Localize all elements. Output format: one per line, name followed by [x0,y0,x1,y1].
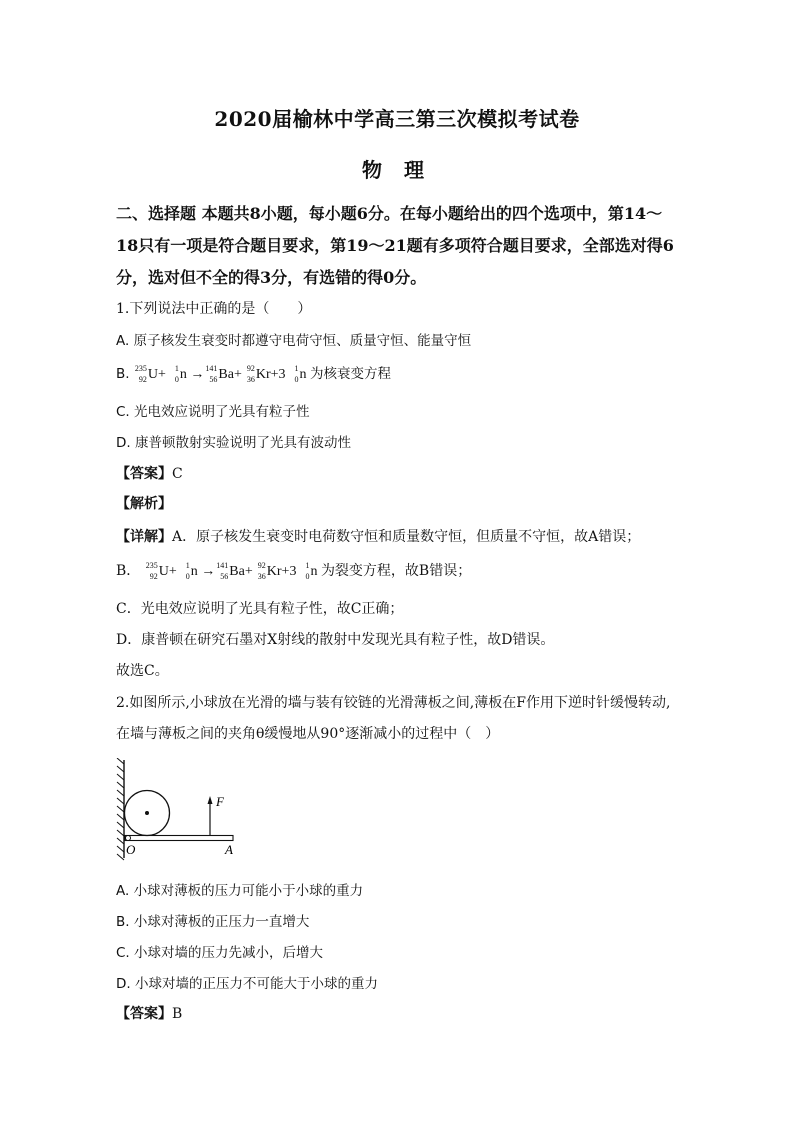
force-arrowhead [208,796,213,804]
plank [125,836,233,841]
q2-option-c: C. 小球对墙的压力先减小，后增大 [116,945,324,961]
detail-label: 【详解】 [116,529,172,545]
n-nuclide-indices: 1 0 [174,364,179,384]
u-nuclide-indices: 235 92 [134,364,147,384]
q1-analysis-label: 【解析】 [116,496,172,512]
q1-detail-c: C．光电效应说明了光具有粒子性，故C正确； [116,601,404,617]
q2-answer [116,1003,182,1023]
ball-center [145,811,149,815]
q1-conclusion: 故选C。 [116,663,169,679]
q1-option-d: D. 康普顿散射实验说明了光具有波动性 [116,435,351,451]
kr-nuclide-indices: 92 36 [246,364,255,384]
hinge [126,836,131,841]
q1-detail-a: 【详解】A．原子核发生衰变时电荷数守恒和质量数守恒，但质量不守恒，故A错误； [116,529,641,545]
q1-option-b-prefix: B. [116,366,130,382]
fission-equation: 235 92 U+ 1 0 n → 141 56 Ba+ 92 36 Kr+3 1 0 n [134,364,307,384]
answer-label: 【答案】 [116,1006,172,1022]
q1-stem: 1.下列说法中正确的是（ ） [116,301,312,317]
label-f: F [216,794,224,809]
q2-stem-line1: 2.如图所示,小球放在光滑的墙与装有铰链的光滑薄板之间,薄板在F作用下逆时针缓慢转动, [116,695,671,711]
subject-title: 物理 [362,158,446,182]
q1-answer [116,463,183,483]
q2-option-d: D. 小球对墙的正压力不可能大于小球的重力 [116,976,378,992]
q1-detail-b: B． 235 92 U+ 1 0 n → 141 56 Ba+ 92 36 Kr+3 1 0 n 为裂变方程，故B错误； [116,561,472,581]
q1-option-b [116,362,391,384]
q2-option-a: A. 小球对薄板的压力可能小于小球的重力 [116,883,364,899]
q2-stem-line2: 在墙与薄板之间的夹角θ缓慢地从90°逐渐减小的过程中（ ） [116,726,500,742]
section-header: 二、选择题 本题共8小题，每小题6分。在每小题给出的四个选项中，第14～18只有一项是符合题目要求，第19～21题有多项符合题目要求，全部选对得6分，选对但不全的得3分，有选错的得0分。 [116,204,674,287]
label-a: A [225,842,233,857]
q2-option-b: B. 小球对薄板的正压力一直增大 [116,914,310,930]
answer-label: 【答案】 [116,466,172,482]
q2-figure [112,758,242,862]
q1-option-c: C. 光电效应说明了光具有粒子性 [116,404,310,420]
answer-value: C [172,466,183,482]
ba-nuclide-indices: 141 56 [205,364,218,384]
q1-option-b-suffix: 为核衰变方程 [310,366,392,382]
q1-detail-d: D．康普顿在研究石墨对X射线的散射中发现光具有粒子性，故D错误。 [116,632,555,648]
wall-hatching [117,758,124,860]
q1-option-a: A. 原子核发生衰变时都遵守电荷守恒、质量守恒、能量守恒 [116,333,472,349]
fission-equation-detail: 235 92 U+ 1 0 n → 141 56 Ba+ 92 36 Kr+3 1 0 n [145,561,318,581]
exam-title: 2020届榆林中学高三第三次模拟考试卷 [214,107,580,131]
label-o: O [126,842,136,857]
answer-value: B [172,1006,183,1022]
n3-nuclide-indices: 1 0 [294,364,299,384]
